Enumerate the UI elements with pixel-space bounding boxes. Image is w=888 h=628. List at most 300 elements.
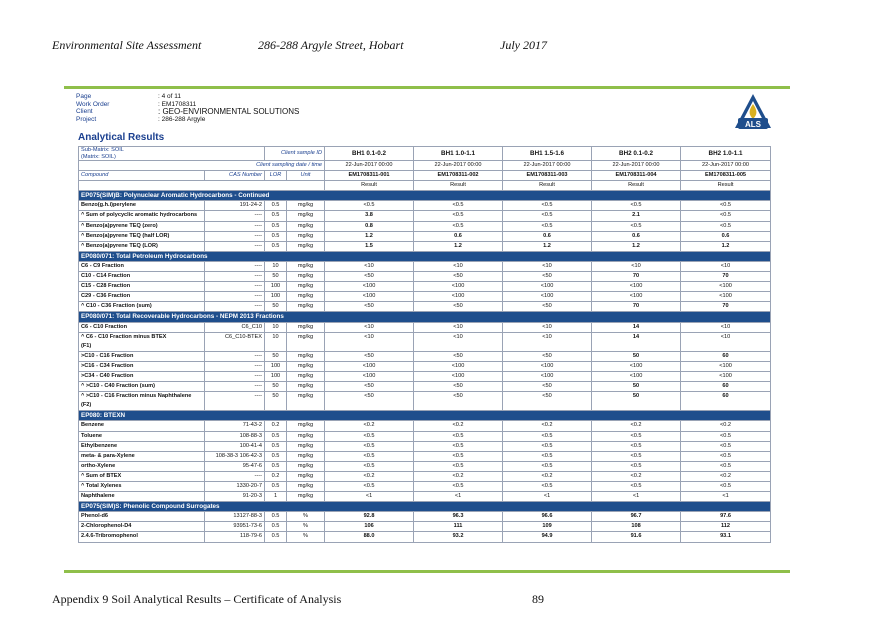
- result-value: <0.5: [592, 451, 681, 461]
- section-header-row: [79, 191, 771, 201]
- compound-name-text: ^ >C10 - C40 Fraction (sum): [81, 383, 155, 390]
- result-value: <0.5: [592, 431, 681, 441]
- compound-name: [79, 302, 205, 312]
- lor-value: 50: [265, 272, 287, 282]
- unit-value: mg/kg: [287, 302, 325, 312]
- table-row: [79, 421, 771, 431]
- result-value: 70: [681, 272, 771, 282]
- result-value: 0.8: [325, 221, 414, 231]
- result-value: <10: [503, 261, 592, 271]
- result-value: 70: [592, 272, 681, 282]
- compound-name-text: ^ Sum of BTEX: [81, 472, 122, 479]
- result-value: <100: [503, 371, 592, 381]
- result-value: <0.5: [503, 211, 592, 221]
- table-row: [79, 371, 771, 381]
- result-value: <50: [325, 351, 414, 361]
- compound-name: [79, 532, 205, 542]
- result-value: 96.6: [503, 512, 592, 522]
- result-value: 91.6: [592, 532, 681, 542]
- table-row: [79, 231, 771, 241]
- sampling-date: 22-Jun-2017 00:00: [681, 161, 771, 171]
- result-value: <50: [325, 272, 414, 282]
- lor-value: 50: [265, 302, 287, 312]
- cas-number: 93951-73-6: [205, 522, 265, 532]
- cas-number: ----: [205, 282, 265, 292]
- sampling-date: 22-Jun-2017 00:00: [592, 161, 681, 171]
- result-value: <0.5: [681, 431, 771, 441]
- table-row: [79, 261, 771, 271]
- result-value: 14: [592, 322, 681, 332]
- cas-number: 191-24-2: [205, 201, 265, 211]
- result-value: <100: [414, 371, 503, 381]
- bottom-rule: [64, 570, 790, 573]
- result-value: 0.6: [592, 231, 681, 241]
- table-row: [79, 302, 771, 312]
- result-value: 60: [681, 351, 771, 361]
- compound-name-text: Benzo(g.h.i)perylene: [81, 202, 137, 209]
- compound-name-suffix: (F1): [81, 342, 92, 349]
- header-left: Environmental Site Assessment: [52, 38, 202, 52]
- compound-name: [79, 332, 205, 351]
- result-value: <10: [503, 322, 592, 332]
- compound-name-text: ^ Benzo(a)pyrene TEQ (LOR): [81, 242, 158, 249]
- compound-name-text: ^ Benzo(a)pyrene TEQ (zero): [81, 222, 158, 229]
- lab-id: EM1708311-005: [681, 171, 771, 181]
- result-value: <10: [325, 322, 414, 332]
- result-value: <50: [325, 302, 414, 312]
- unit-value: mg/kg: [287, 322, 325, 332]
- table-row: [79, 211, 771, 221]
- cas-number: C6_C10: [205, 322, 265, 332]
- table-row: [79, 382, 771, 392]
- result-value: <10: [414, 322, 503, 332]
- compound-name: [79, 471, 205, 481]
- lor-value: 0.5: [265, 461, 287, 471]
- result-value: 97.6: [681, 512, 771, 522]
- result-value: 94.9: [503, 532, 592, 542]
- unit-value: %: [287, 522, 325, 532]
- header-right: July 2017: [500, 38, 547, 52]
- cas-number: ----: [205, 272, 265, 282]
- lab-id: EM1708311-002: [414, 171, 503, 181]
- compound-name-text: Ethylbenzene: [81, 442, 118, 449]
- cas-number: ----: [205, 302, 265, 312]
- table-row: [79, 332, 771, 351]
- result-value: <0.5: [503, 451, 592, 461]
- sampling-date: 22-Jun-2017 00:00: [325, 161, 414, 171]
- cas-number: ----: [205, 371, 265, 381]
- unit-value: mg/kg: [287, 461, 325, 471]
- table-row: [79, 201, 771, 211]
- result-value: <0.5: [325, 201, 414, 211]
- compound-name: [79, 361, 205, 371]
- cas-number: 1330-20-7: [205, 482, 265, 492]
- result-value: <10: [325, 261, 414, 271]
- result-value: <10: [681, 322, 771, 332]
- section-header-row: [79, 502, 771, 512]
- unit-value: mg/kg: [287, 421, 325, 431]
- compound-name: [79, 371, 205, 381]
- result-value: <10: [681, 261, 771, 271]
- result-value: <1: [681, 492, 771, 502]
- compound-name-text: 2-Chlorophenol-D4: [81, 523, 132, 530]
- result-value: <0.5: [414, 211, 503, 221]
- result-value: <0.5: [681, 221, 771, 231]
- result-value: <50: [414, 302, 503, 312]
- unit-value: mg/kg: [287, 221, 325, 231]
- lor-value: 0.5: [265, 512, 287, 522]
- result-value: 108: [592, 522, 681, 532]
- compound-name-suffix: (F2): [81, 402, 92, 409]
- lor-header: LOR: [265, 171, 287, 181]
- result-value: <0.2: [325, 471, 414, 481]
- lor-value: 0.5: [265, 522, 287, 532]
- unit-value: mg/kg: [287, 441, 325, 451]
- result-value: <100: [592, 292, 681, 302]
- compound-name-text: ^ >C10 - C16 Fraction minus Naphthalene: [81, 393, 192, 400]
- result-value: 88.0: [325, 532, 414, 542]
- result-value: <0.2: [414, 421, 503, 431]
- table-row: [79, 522, 771, 532]
- meta-value: : EM1708311: [158, 100, 197, 108]
- lor-value: 0.5: [265, 441, 287, 451]
- result-value: <50: [503, 272, 592, 282]
- work-order-info: [76, 93, 299, 123]
- result-value: <0.5: [681, 211, 771, 221]
- lor-value: 0.5: [265, 431, 287, 441]
- cas-number: C6_C10-BTEX: [205, 332, 265, 351]
- analytical-results-table: [78, 146, 771, 543]
- result-value: <0.2: [503, 471, 592, 481]
- compound-name-text: C6 - C10 Fraction: [81, 323, 128, 330]
- result-value: <0.2: [503, 421, 592, 431]
- section-title: EP075(SIM)B: Polynuclear Aromatic Hydrocarbons - Continued: [79, 191, 771, 201]
- compound-name-text: Naphthalene: [81, 493, 115, 500]
- table-row: [79, 221, 771, 231]
- table-row: [79, 292, 771, 302]
- sampling-date: 22-Jun-2017 00:00: [414, 161, 503, 171]
- result-header: Result: [681, 181, 771, 191]
- result-value: <50: [503, 392, 592, 411]
- meta-label: Project: [76, 115, 97, 123]
- compound-name: [79, 431, 205, 441]
- compound-name: [79, 482, 205, 492]
- result-value: <100: [414, 292, 503, 302]
- compound-name-text: Phenol-d6: [81, 513, 109, 520]
- compound-name-text: Benzene: [81, 422, 105, 429]
- compound-name: [79, 272, 205, 282]
- result-value: <100: [681, 292, 771, 302]
- result-value: <100: [592, 282, 681, 292]
- result-value: <1: [503, 492, 592, 502]
- table-row: [79, 492, 771, 502]
- compound-name-text: >C16 - C34 Fraction: [81, 362, 134, 369]
- matrix-cell: [79, 147, 265, 161]
- result-value: <50: [414, 382, 503, 392]
- result-value: <0.5: [681, 201, 771, 211]
- result-value: 1.2: [681, 241, 771, 251]
- section-title: EP075(SIM)S: Phenolic Compound Surrogates: [79, 502, 771, 512]
- compound-name-text: ^ Benzo(a)pyrene TEQ (half LOR): [81, 232, 170, 239]
- result-value: <50: [325, 382, 414, 392]
- unit-value: mg/kg: [287, 211, 325, 221]
- lor-value: 0.5: [265, 201, 287, 211]
- certificate-of-analysis: [64, 86, 790, 572]
- result-value: <10: [592, 261, 681, 271]
- compound-header: Compound: [79, 171, 205, 181]
- matrix-label: (Matrix: SOIL): [81, 153, 116, 160]
- lor-value: 0.5: [265, 211, 287, 221]
- cas-number: ----: [205, 392, 265, 411]
- compound-name: [79, 461, 205, 471]
- unit-value: mg/kg: [287, 241, 325, 251]
- cas-number: ----: [205, 241, 265, 251]
- result-value: <0.5: [414, 431, 503, 441]
- cas-number: 108-88-3: [205, 431, 265, 441]
- result-value: <0.5: [681, 451, 771, 461]
- compound-name: [79, 211, 205, 221]
- unit-value: %: [287, 512, 325, 522]
- compound-name-text: ^ Sum of polycyclic aromatic hydrocarbons: [81, 212, 198, 219]
- result-value: <0.5: [325, 461, 414, 471]
- unit-value: mg/kg: [287, 431, 325, 441]
- result-value: 1.5: [325, 241, 414, 251]
- result-value: 1.2: [503, 241, 592, 251]
- cas-number: 100-41-4: [205, 441, 265, 451]
- table-row: [79, 322, 771, 332]
- result-value: <0.5: [592, 441, 681, 451]
- lab-id: EM1708311-001: [325, 171, 414, 181]
- compound-name: [79, 201, 205, 211]
- result-value: <1: [414, 492, 503, 502]
- compound-name-text: 2.4.6-Tribromophenol: [81, 533, 138, 540]
- unit-value: mg/kg: [287, 201, 325, 211]
- unit-value: mg/kg: [287, 451, 325, 461]
- result-header: Result: [592, 181, 681, 191]
- compound-name-text: C6 - C9 Fraction: [81, 262, 124, 269]
- result-value: <100: [325, 361, 414, 371]
- result-value: <0.5: [325, 441, 414, 451]
- result-value: <0.5: [681, 482, 771, 492]
- cas-number: 108-38-3 106-42-3: [205, 451, 265, 461]
- result-value: 60: [681, 392, 771, 411]
- section-title: EP080: BTEXN: [79, 411, 771, 421]
- result-value: <50: [325, 392, 414, 411]
- result-header: Result: [325, 181, 414, 191]
- compound-name-text: Toluene: [81, 432, 103, 439]
- lor-value: 10: [265, 261, 287, 271]
- table-row: [79, 392, 771, 411]
- result-header: Result: [503, 181, 592, 191]
- lor-value: 0.5: [265, 451, 287, 461]
- lor-value: 0.5: [265, 241, 287, 251]
- result-value: <0.5: [414, 461, 503, 471]
- section-title: EP080/071: Total Petroleum Hydrocarbons: [79, 251, 771, 261]
- unit-value: mg/kg: [287, 231, 325, 241]
- compound-name-text: C10 - C14 Fraction: [81, 273, 131, 280]
- cas-number: ----: [205, 211, 265, 221]
- table-row: [79, 512, 771, 522]
- cas-number: ----: [205, 471, 265, 481]
- result-value: <10: [414, 332, 503, 351]
- result-value: <0.5: [325, 482, 414, 492]
- result-value: <100: [325, 282, 414, 292]
- sample-id: BH1 1.0-1.1: [414, 147, 503, 161]
- result-value: 50: [592, 392, 681, 411]
- lor-value: 1: [265, 492, 287, 502]
- submatrix-label: Sub-Matrix: SOIL: [81, 147, 124, 153]
- result-value: 106: [325, 522, 414, 532]
- result-value: <100: [503, 282, 592, 292]
- compound-name: [79, 441, 205, 451]
- cas-number: ----: [205, 382, 265, 392]
- result-value: <0.5: [414, 441, 503, 451]
- result-value: 92.8: [325, 512, 414, 522]
- unit-value: mg/kg: [287, 471, 325, 481]
- result-value: <0.5: [681, 461, 771, 471]
- compound-name: [79, 492, 205, 502]
- lor-value: 10: [265, 322, 287, 332]
- table-row: [79, 482, 771, 492]
- sampling-date: 22-Jun-2017 00:00: [503, 161, 592, 171]
- result-value: <100: [325, 371, 414, 381]
- result-value: <10: [325, 332, 414, 351]
- cas-number: ----: [205, 361, 265, 371]
- table-row: [79, 272, 771, 282]
- unit-value: mg/kg: [287, 392, 325, 411]
- cas-number: 71-43-2: [205, 421, 265, 431]
- meta-row: [76, 93, 299, 101]
- unit-value: mg/kg: [287, 492, 325, 502]
- meta-label: Page: [76, 93, 92, 100]
- section-header-row: [79, 251, 771, 261]
- header-row-compound: [79, 171, 771, 181]
- cas-header: CAS Number: [205, 171, 265, 181]
- lab-id: EM1708311-004: [592, 171, 681, 181]
- result-value: 60: [681, 382, 771, 392]
- sample-id: BH1 1.5-1.6: [503, 147, 592, 161]
- result-value: 0.6: [681, 231, 771, 241]
- table-row: [79, 361, 771, 371]
- footer-left: Appendix 9 Soil Analytical Results – Certificate of Analysis: [52, 592, 342, 606]
- result-value: <0.2: [592, 471, 681, 481]
- result-value: <0.5: [503, 431, 592, 441]
- lor-value: 50: [265, 392, 287, 411]
- lor-value: 100: [265, 371, 287, 381]
- unit-value: mg/kg: [287, 272, 325, 282]
- compound-name: [79, 231, 205, 241]
- compound-name: [79, 451, 205, 461]
- result-value: <0.5: [592, 201, 681, 211]
- table-row: [79, 451, 771, 461]
- result-value: <100: [414, 282, 503, 292]
- result-value: <1: [592, 492, 681, 502]
- result-value: 93.2: [414, 532, 503, 542]
- compound-name: [79, 241, 205, 251]
- result-value: <50: [414, 272, 503, 282]
- result-value: <0.5: [503, 441, 592, 451]
- cas-number: 118-79-6: [205, 532, 265, 542]
- lab-id: EM1708311-003: [503, 171, 592, 181]
- result-value: <100: [592, 361, 681, 371]
- meta-value: : 4 of 11: [158, 93, 182, 100]
- section-header-row: [79, 411, 771, 421]
- compound-name-text: ^ Total Xylenes: [81, 483, 122, 489]
- result-value: 70: [681, 302, 771, 312]
- cas-number: ----: [205, 351, 265, 361]
- table-row: [79, 532, 771, 542]
- result-value: <0.5: [503, 221, 592, 231]
- compound-name: [79, 221, 205, 231]
- result-value: <100: [681, 282, 771, 292]
- compound-name: [79, 382, 205, 392]
- unit-value: mg/kg: [287, 292, 325, 302]
- result-value: 1.2: [325, 231, 414, 241]
- als-logo: [732, 92, 774, 132]
- cas-number: ----: [205, 292, 265, 302]
- meta-label: Work Order: [76, 100, 110, 108]
- table-row: [79, 241, 771, 251]
- unit-header: Unit: [287, 171, 325, 181]
- result-value: <10: [414, 261, 503, 271]
- result-value: <100: [414, 361, 503, 371]
- result-value: <0.5: [325, 431, 414, 441]
- result-value: <0.5: [503, 201, 592, 211]
- table-row: [79, 282, 771, 292]
- result-value: <0.2: [681, 421, 771, 431]
- compound-name-text: C29 - C36 Fraction: [81, 293, 131, 300]
- result-value: 3.8: [325, 211, 414, 221]
- result-value: <0.5: [414, 451, 503, 461]
- compound-name-text: ortho-Xylene: [81, 462, 116, 469]
- result-value: 96.3: [414, 512, 503, 522]
- header-row-sample-id: [79, 147, 771, 161]
- cas-number: ----: [205, 261, 265, 271]
- result-value: <0.5: [592, 482, 681, 492]
- result-value: <50: [503, 382, 592, 392]
- result-value: <50: [414, 392, 503, 411]
- table-row: [79, 431, 771, 441]
- result-value: <0.5: [414, 201, 503, 211]
- cas-number: 95-47-6: [205, 461, 265, 471]
- meta-row: [76, 116, 299, 124]
- unit-value: mg/kg: [287, 261, 325, 271]
- table-row: [79, 471, 771, 481]
- unit-value: mg/kg: [287, 361, 325, 371]
- result-value: 0.6: [503, 231, 592, 241]
- compound-name-text: ^ C10 - C36 Fraction (sum): [81, 303, 152, 310]
- cas-number: ----: [205, 221, 265, 231]
- sample-id: BH1 0.1-0.2: [325, 147, 414, 161]
- compound-name: [79, 351, 205, 361]
- result-value: <0.5: [681, 441, 771, 451]
- compound-name: [79, 392, 205, 411]
- lor-value: 0.2: [265, 421, 287, 431]
- section-header-row: [79, 312, 771, 322]
- result-value: 0.6: [414, 231, 503, 241]
- page-number: 89: [532, 592, 544, 606]
- result-value: <100: [325, 292, 414, 302]
- header-row-sampling-date: [79, 161, 771, 171]
- compound-name: [79, 512, 205, 522]
- compound-name: [79, 522, 205, 532]
- lor-value: 100: [265, 361, 287, 371]
- cas-number: ----: [205, 231, 265, 241]
- header-center: 286-288 Argyle Street, Hobart: [258, 38, 404, 52]
- unit-value: mg/kg: [287, 351, 325, 361]
- compound-name: [79, 421, 205, 431]
- result-value: <0.2: [414, 471, 503, 481]
